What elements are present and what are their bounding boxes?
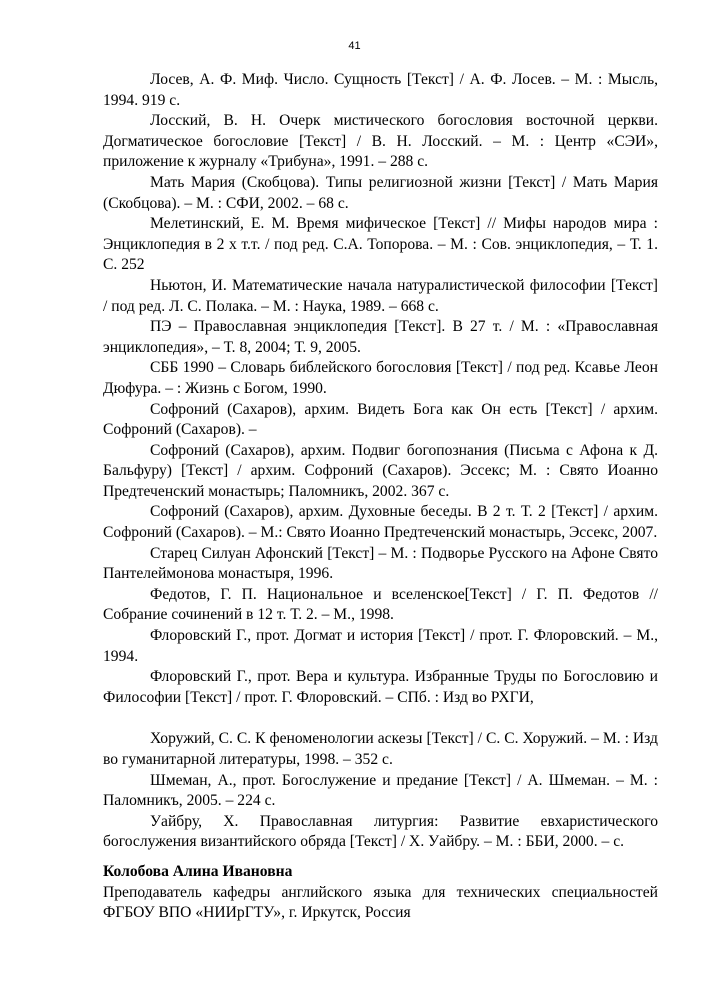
reference-item: Шмеман, А., прот. Богослужение и предание [Текст] / А. Шмеман. – М. : Паломникъ, 2005. – 224 с. — [103, 771, 658, 810]
reference-item: Мелетинский, Е. М. Время мифическое [Текст] // Мифы народов мира : Энциклопедия в 2 х т.т. / под ред. С.А. Топорова. – М. : Сов. энциклопедия, – Т. 1. С. 252 — [103, 215, 658, 274]
reference-item: Лосев, А. Ф. Миф. Число. Сущность [Текст] / А. Ф. Лосев. – М. : Мысль, 1994. 919 с. — [103, 71, 658, 109]
reference-item: Хоружий, С. С. К феноменологии аскезы [Текст] / С. С. Хоружий. – М. : Изд во гуманитарной литературы, 1998. – 352 с. — [103, 730, 658, 768]
reference-item: Ньютон, И. Математические начала натуралистической философии [Текст] / под ред. Л. С. Полака. – М. : Наука, 1989. – 668 с. — [103, 276, 658, 315]
author-name: Колобова Алина Ивановна — [103, 863, 293, 880]
reference-item: СББ 1990 – Словарь библейского богословия [Текст] / под ред. Ксавье Леон Дюфура. – : Жизнь с Богом, 1990. — [103, 359, 658, 397]
reference-item: Лосский, В. Н. Очерк мистического богословия восточной церкви. Догматическое богословие [Текст] / В. Н. Лосский. – М. : Центр «СЭИ», приложение к журналу «Трибуна», 1991. – 288 с. — [103, 112, 658, 171]
reference-item: Флоровский Г., прот. Догмат и история [Текст] / прот. Г. Флоровский. – М., 1994. — [103, 627, 658, 665]
reference-item: Софроний (Сахаров), архим. Видеть Бога как Он есть [Текст] / архим. Софроний (Сахаров). – — [103, 400, 658, 439]
reference-item: Софроний (Сахаров), архим. Подвиг богопознания (Письма с Афона к Д. Бальфуру) [Текст] / архим. Софроний (Сахаров). Эссекс; М. : Свято Иоанно Предтеченский монастырь; Паломникъ, 2002. 367 с. — [103, 441, 658, 500]
author-affiliation: Преподаватель кафедры английского языка для технических специальностей ФГБОУ ВПО «НИИрГТУ», г. Иркутск, Россия — [103, 883, 658, 922]
reference-item: Софроний (Сахаров), архим. Духовные беседы. В 2 т. Т. 2 [Текст] / архим. Софроний (Сахаров). – М.: Свято Иоанно Предтеченский монастырь, Эссекс, 2007. — [103, 503, 658, 542]
page-number: 41 — [348, 40, 361, 52]
reference-item: Старец Силуан Афонский [Текст] – М. : Подворье Русского на Афоне Свято Пантелеймонова монастыря, 1996. — [103, 544, 658, 583]
reference-item: Уайбру, Х. Православная литургия: Развитие евхаристического богослужения византийского обряда [Текст] / Х. Уайбру. – М. : ББИ, 2000. – с. — [103, 812, 658, 851]
reference-item: Федотов, Г. П. Национальное и вселенское[Текст] / Г. П. Федотов // Собрание сочинений в 12 т. Т. 2. – М., 1998. — [103, 585, 658, 624]
author-block — [103, 862, 658, 924]
reference-item: Мать Мария (Скобцова). Типы религиозной жизни [Текст] / Мать Мария (Скобцова). – М. : СФИ, 2002. – 68 с. — [103, 173, 658, 212]
reference-list — [103, 70, 658, 853]
reference-item: Флоровский Г., прот. Вера и культура. Избранные Труды по Богословию и Философии [Текст] / прот. Г. Флоровский. – СПб. : Изд во РХГИ, — [103, 668, 658, 706]
reference-item: ПЭ – Православная энциклопедия [Текст]. В 27 т. / М. : «Православная энциклопедия», – Т. 8, 2004; Т. 9, 2005. — [103, 318, 658, 356]
